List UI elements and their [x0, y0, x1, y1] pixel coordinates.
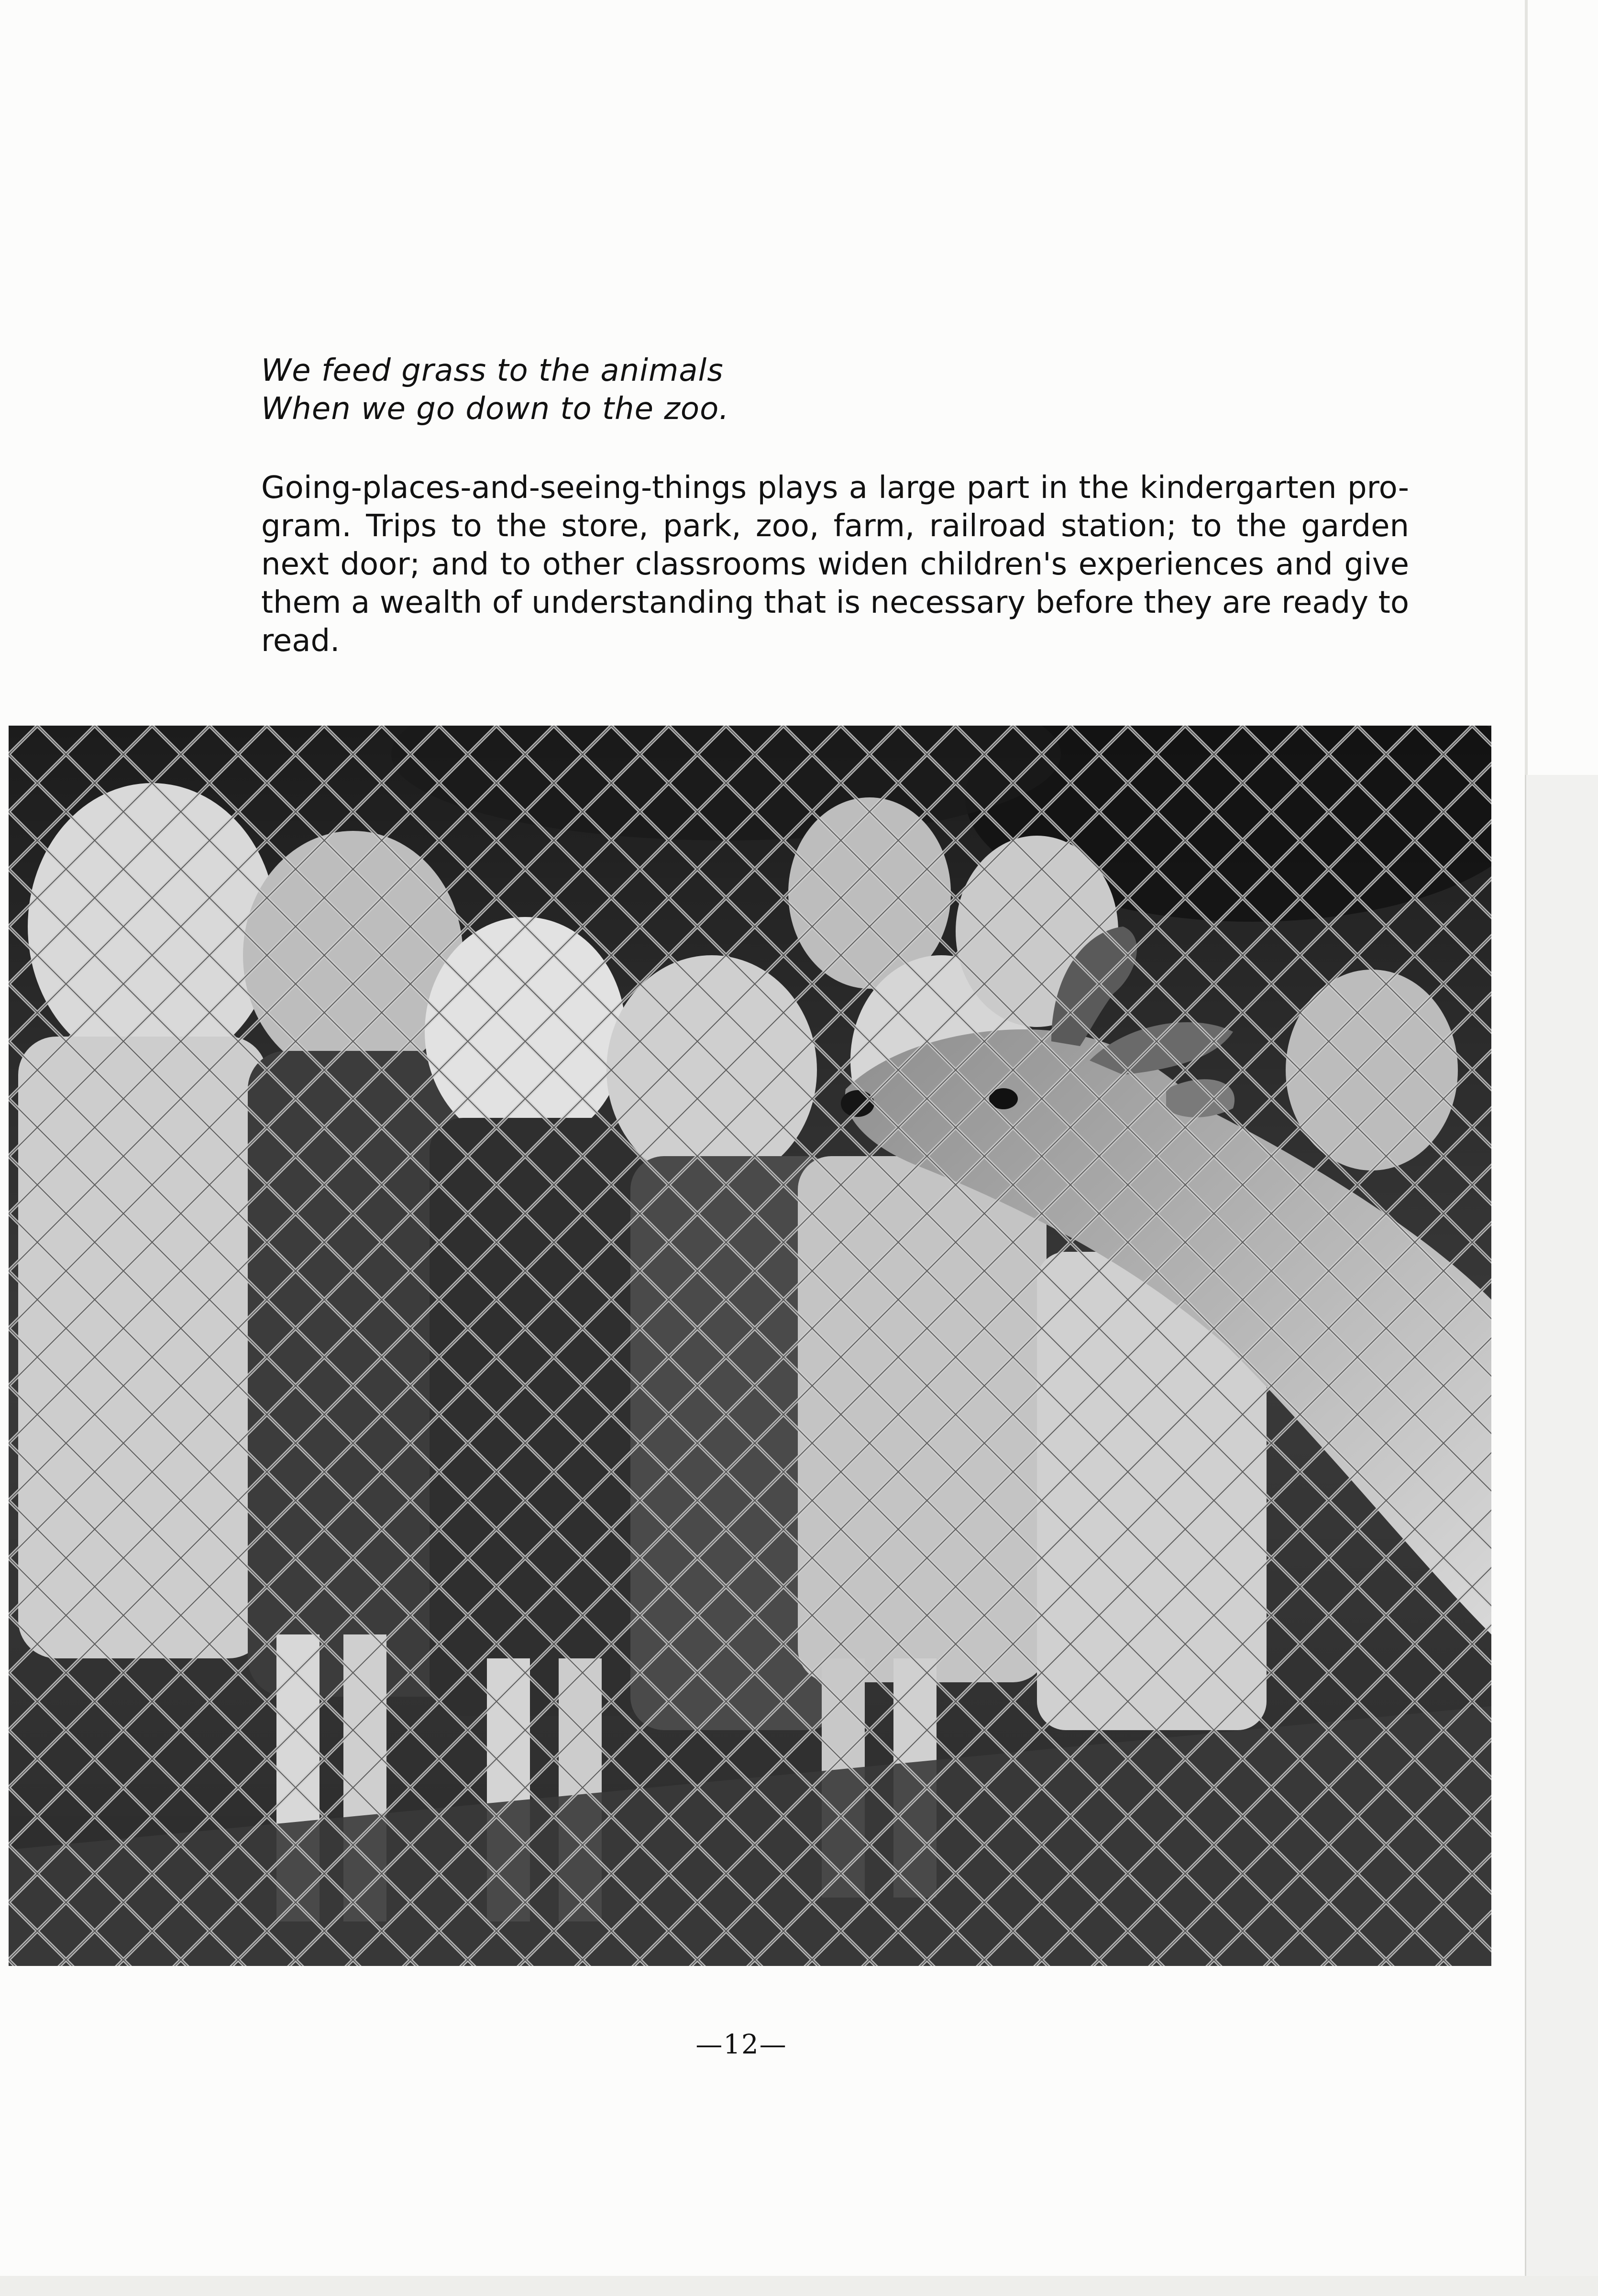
body-paragraph: Going-places-and-seeing-things plays a large part in the kindergarten pro-gram. Trips to the store, park, zoo, farm, railroad station; to the garden next door; and to other classrooms widen children's experiences and give them a wealth of understanding that is necessary before they are ready to read.: [261, 470, 1409, 659]
verse-line-2: When we go down to the zoo.: [261, 391, 729, 427]
verse-line-1: We feed grass to the animals: [261, 353, 724, 388]
page-edge-strip: [1525, 775, 1598, 2296]
zoo-deer-photo-icon: [9, 726, 1491, 1966]
verse: [261, 352, 1409, 428]
page-number: —12—: [695, 2029, 787, 2060]
binding-shadow: [1525, 0, 1528, 775]
page-bottom-edge: [0, 2276, 1598, 2296]
